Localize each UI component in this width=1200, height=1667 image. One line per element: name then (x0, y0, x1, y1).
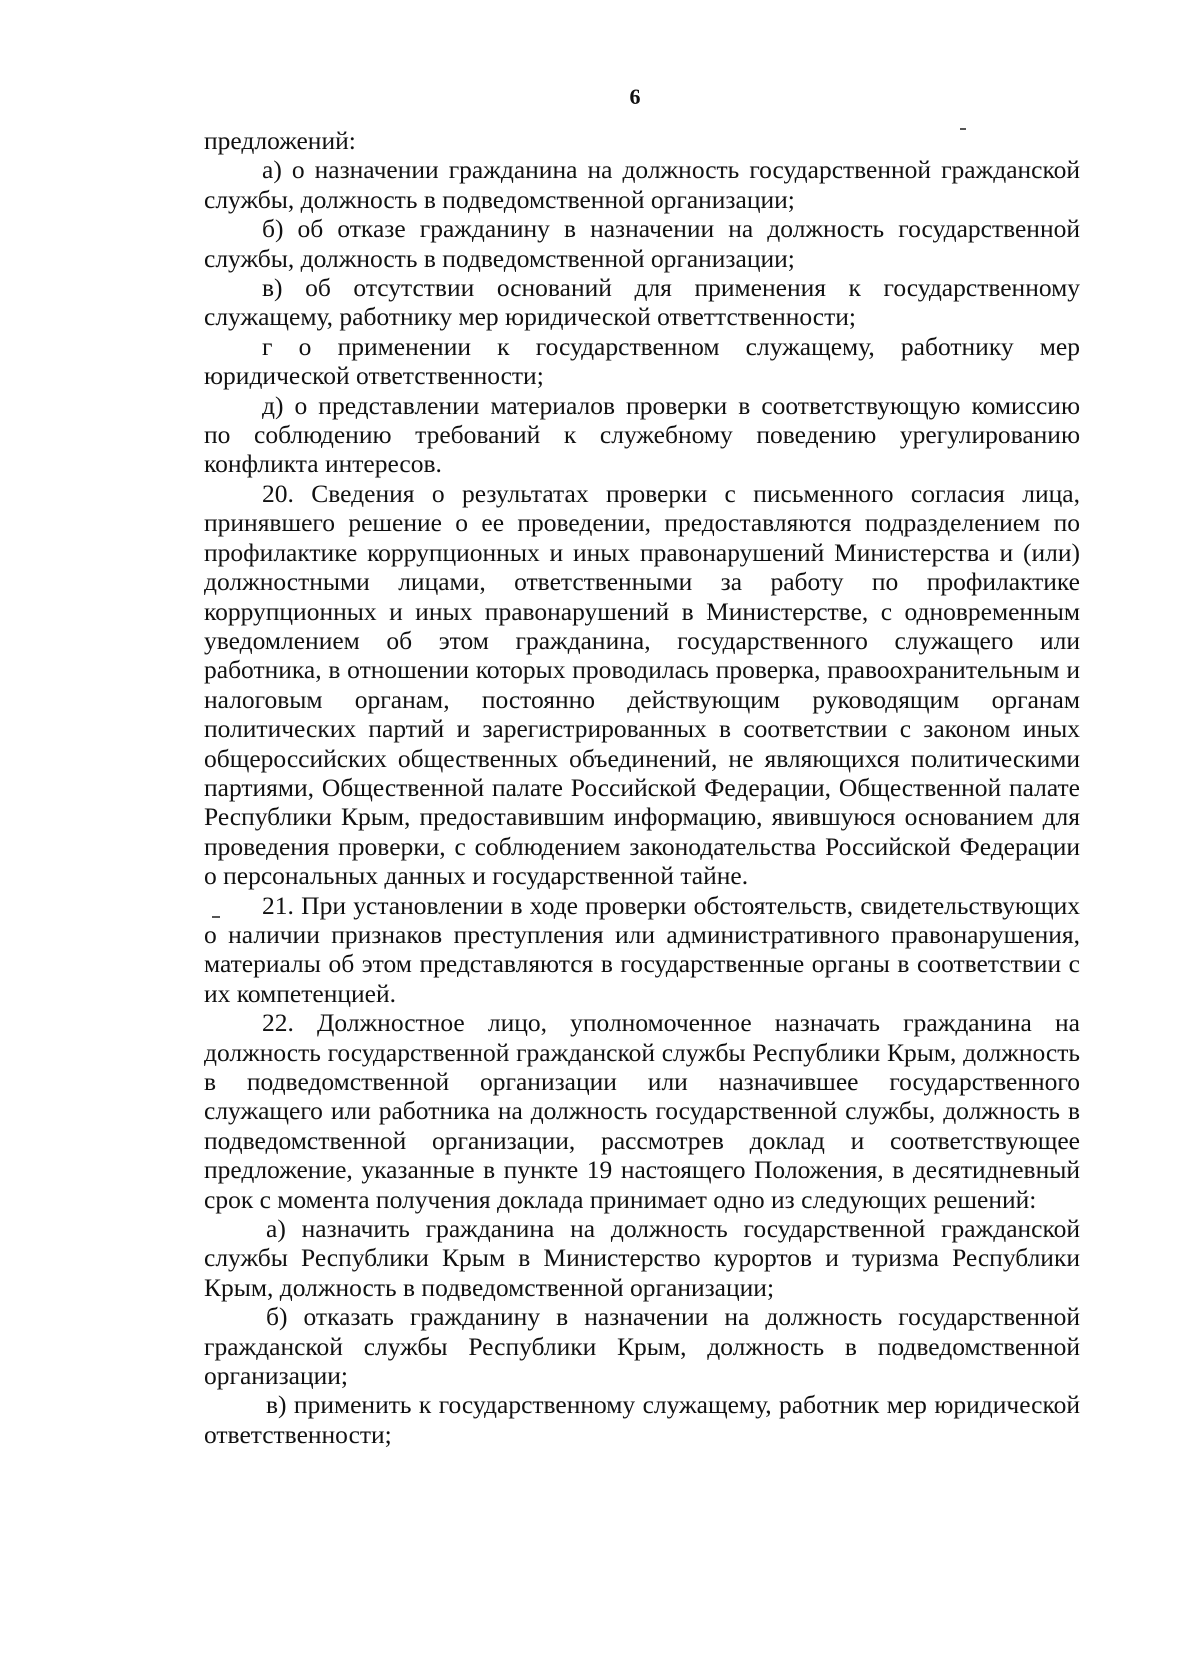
list-item-v: в) об отсутствии оснований для применения к государственному служащему, работнику мер юридической ответтственности; (204, 273, 1080, 332)
decision-item-b: б) отказать гражданину в назначении на должность государственной гражданской службы Республики Крым, должность в подведомственной организации; (204, 1302, 1080, 1391)
list-item-g: г о применении к государственном служащему, работнику мер юридической ответственности; (204, 331, 1080, 391)
decision-item-v: в) применить к государственному служащему, работник мер юридической ответственности; (204, 1390, 1080, 1449)
scan-speck (960, 128, 966, 130)
paragraph-22: 22. Должностное лицо, уполномоченное назначать гражданина на должность государственной гражданской службы Республики Крым, должность в подведомственной организации или назначившее государственного служащего или работника на должность государственной службы, должность в подведомственной организации, рассмотрев доклад и соответствующее предложение, указанные в пункте 19 настоящего Положения, в десятидневный срок с момента получения доклада принимает одно из следующих решений: (204, 1008, 1080, 1214)
paragraph-continuation: предложений: (204, 126, 356, 155)
document-body (204, 126, 1080, 1449)
list-item-b: б) об отказе гражданину в назначении на должность государственной службы, должность в подведомственной организации; (204, 214, 1080, 273)
scan-speck (212, 916, 220, 918)
paragraph-21: 21. При установлении в ходе проверки обстоятельств, свидетельствующих о наличии признаков преступления или административного правонарушения, материалы об этом представляются в государственные органы в соответствии с их компетенцией. (204, 890, 1080, 1008)
paragraph-20: 20. Сведения о результатах проверки с письменного согласия лица, принявшего решение о ее проведении, предоставляются подразделением по профилактике коррупционных и иных правонарушений Министерства и (или) должностными лицами, ответственными за работу по профилактике коррупционных и иных правонарушений в Министерстве, с одновременным уведомлением об этом гражданина, государственного служащего или работника, в отношении которых проводилась проверка, правоохранительным и налоговым органам, постоянно действующим руководящим органам политических партий и зарегистрированных в соответствии с законом иных общероссийских общественных объединений, не являющихся политическими партиями, Общественной палате Российской Федерации, Общественной палате Республики Крым, предоставившим информацию, явившуюся основанием для проведения проверки, с соблюдением законодательства Российской Федерации о персональных данных и государственной тайне. (204, 478, 1080, 891)
page-number: 6 (629, 84, 641, 109)
list-item-a: а) о назначении гражданина на должность государственной гражданской службы, должность в подведомственной организации; (204, 155, 1080, 214)
list-item-d: д) о представлении материалов проверки в соответствующую комиссию по соблюдению требований к служебному поведению урегулированию конфликта интересов. (204, 390, 1080, 479)
decision-item-a: а) назначить гражданина на должность государственной гражданской службы Республики Крым в Министерство курортов и туризма Республики Крым, должность в подведомственной организации; (204, 1214, 1080, 1302)
